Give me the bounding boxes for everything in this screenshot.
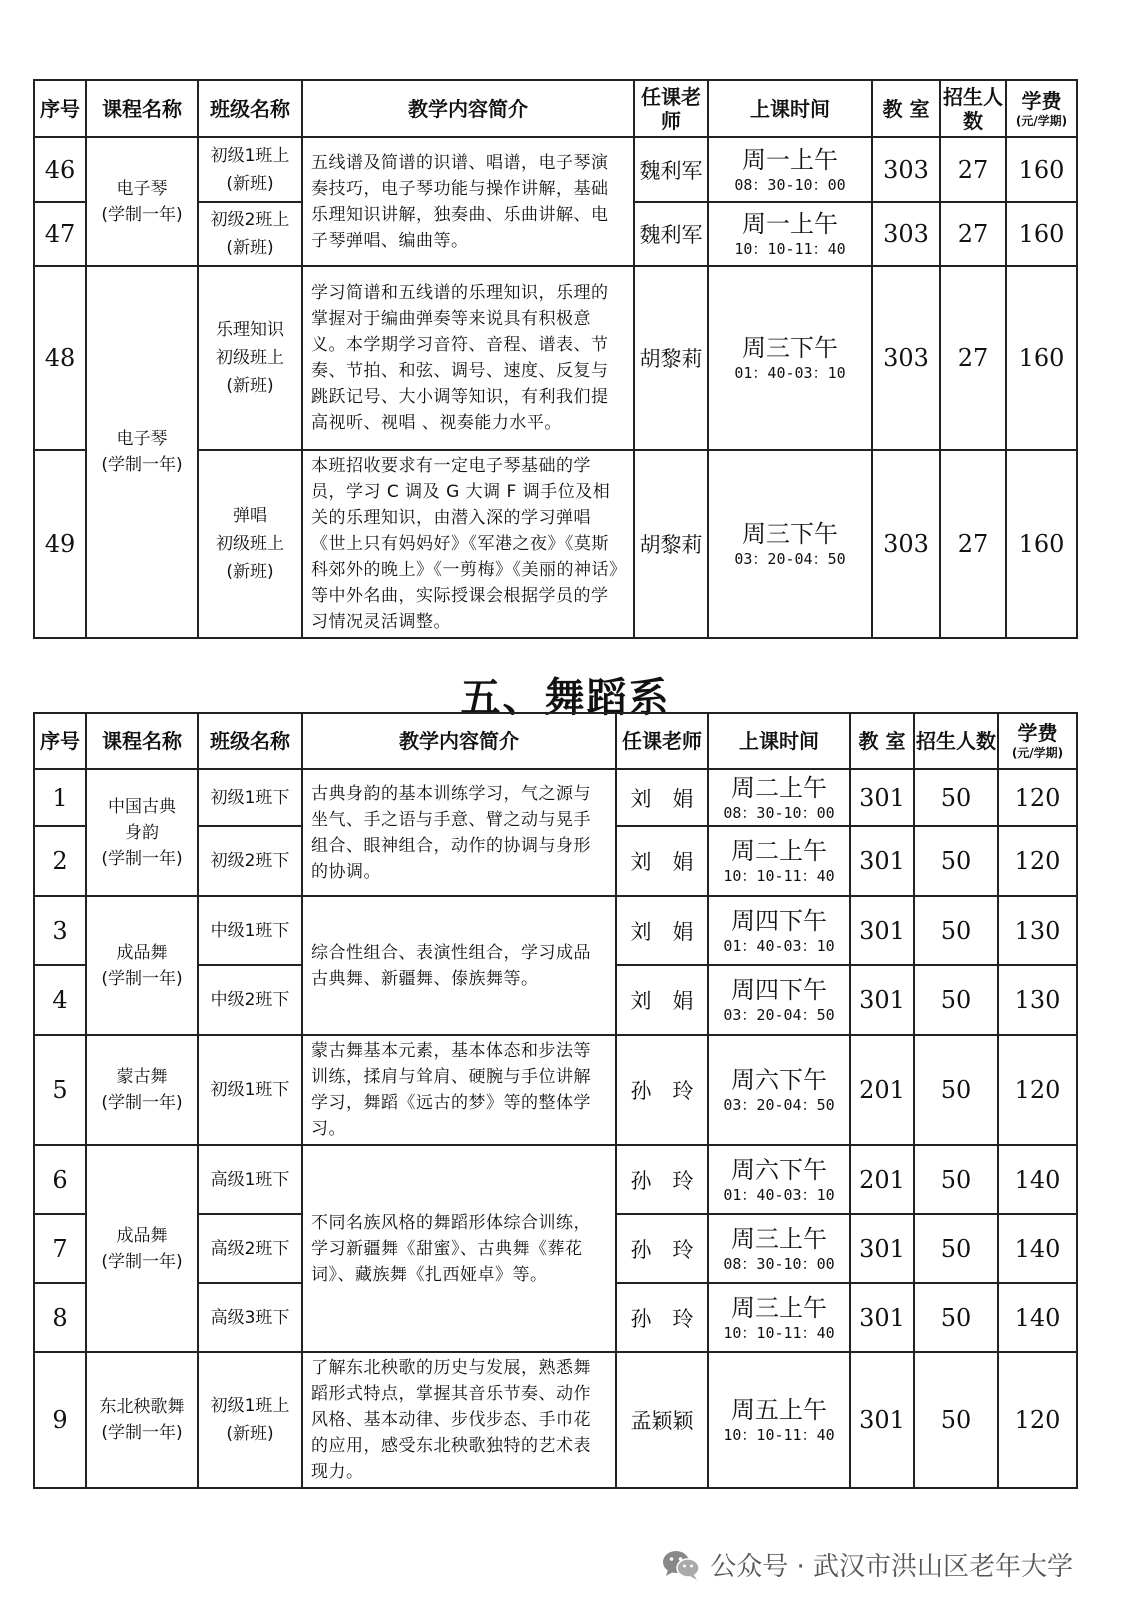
- header-fee-label: 学费: [1017, 721, 1058, 745]
- row-seq: 46: [34, 137, 86, 202]
- row-seq: 3: [34, 896, 86, 965]
- row-class: 高级1班下: [198, 1145, 302, 1214]
- row-enroll: 50: [914, 896, 998, 965]
- row-class: 中级2班下: [198, 965, 302, 1035]
- row-class: 高级3班下: [198, 1283, 302, 1352]
- row-seq: 49: [34, 450, 86, 638]
- row-day: 周四下午: [731, 976, 827, 1004]
- row-enroll: 50: [914, 826, 998, 896]
- row-time: [708, 1145, 850, 1214]
- row-day: 周五上午: [731, 1396, 827, 1424]
- header-course: 课程名称: [86, 713, 198, 769]
- row-teacher: 孙 玲: [616, 1214, 708, 1283]
- row-day: 周三下午: [742, 520, 838, 548]
- row-clock: 01：40-03：10: [734, 364, 846, 382]
- row-time: [708, 1352, 850, 1488]
- header-enroll: 招生人数: [914, 713, 998, 769]
- row-clock: 08：30-10：00: [723, 803, 835, 822]
- row-room: 301: [850, 769, 914, 826]
- row-room: 301: [850, 1214, 914, 1283]
- table-header-row: [34, 713, 1077, 769]
- row-time: [708, 266, 872, 450]
- row-room: 301: [850, 826, 914, 896]
- row-content: 综合性组合、表演性组合，学习成品古典舞、新疆舞、傣族舞等。: [302, 896, 616, 1035]
- row-day: 周四下午: [731, 906, 827, 935]
- row-content: 本班招收要求有一定电子琴基础的学员，学习 C 调及 G 大调 F 调手位及相关的乐理知识，由潜入深的学习弹唱《世上只有妈妈好》《军港之夜》《莫斯科郊外的晚上》《一剪梅》《美丽的神话》等中外名曲，实际授课会根据学员的学习情况灵活调整。: [302, 450, 634, 638]
- header-teacher: 任课老师: [634, 80, 708, 137]
- row-fee: 140: [998, 1283, 1077, 1352]
- row-enroll: 27: [940, 450, 1006, 638]
- row-content: 学习简谱和五线谱的乐理知识，乐理的掌握对于编曲弹奏等来说具有积极意义。本学期学习音符、音程、谱表、节奏、节拍、和弦、调号、速度、反复与跳跃记号、大小调等知识，有利我们提高视听、视唱 、视奏能力水平。: [302, 266, 634, 450]
- row-enroll: 50: [914, 1283, 998, 1352]
- row-time: [708, 1283, 850, 1352]
- row-time: [708, 450, 872, 638]
- row-teacher: 魏利军: [634, 137, 708, 202]
- table-row: [34, 1035, 1077, 1145]
- row-time: [708, 896, 850, 965]
- row-day: 周二上午: [731, 837, 827, 865]
- row-room: 303: [872, 266, 940, 450]
- row-seq: 5: [34, 1035, 86, 1145]
- row-class: 初级1班上 (新班): [198, 1352, 302, 1488]
- row-fee: 160: [1006, 450, 1077, 638]
- row-teacher: 刘 娟: [616, 769, 708, 826]
- row-clock: 03：20-04：50: [723, 1096, 835, 1114]
- row-teacher: 刘 娟: [616, 826, 708, 896]
- row-room: 301: [850, 1283, 914, 1352]
- row-room: 301: [850, 965, 914, 1035]
- row-seq: 1: [34, 769, 86, 826]
- header-content: 教学内容简介: [302, 80, 634, 137]
- header-content: 教学内容简介: [302, 713, 616, 769]
- row-fee: 160: [1006, 266, 1077, 450]
- row-course: 电子琴 (学制一年): [86, 137, 198, 266]
- course-table-music: [33, 79, 1078, 639]
- header-teacher: 任课老师: [616, 713, 708, 769]
- row-clock: 01：40-03：10: [723, 936, 835, 955]
- row-class: 中级1班下: [198, 896, 302, 965]
- row-seq: 2: [34, 826, 86, 896]
- row-seq: 9: [34, 1352, 86, 1488]
- row-teacher: 魏利军: [634, 202, 708, 266]
- table-row: [34, 896, 1077, 965]
- wechat-icon: [662, 1549, 700, 1581]
- row-class: 乐理知识 初级班上 (新班): [198, 266, 302, 450]
- row-day: 周一上午: [742, 210, 838, 238]
- row-class: 初级1班上 (新班): [198, 137, 302, 202]
- row-room: 301: [850, 896, 914, 965]
- table-header-row: [34, 80, 1077, 137]
- row-class: 初级1班下: [198, 1035, 302, 1145]
- row-course: 东北秧歌舞 (学制一年): [86, 1352, 198, 1488]
- row-teacher: 孙 玲: [616, 1145, 708, 1214]
- row-day: 周六下午: [731, 1155, 827, 1184]
- row-content: 古典身韵的基本训练学习，气之源与坐气、手之语与手意、臂之动与晃手组合、眼神组合，动作的协调与身形的协调。: [302, 769, 616, 896]
- row-course: 成品舞 (学制一年): [86, 1145, 198, 1352]
- row-fee: 160: [1006, 202, 1077, 266]
- row-seq: 47: [34, 202, 86, 266]
- row-course: 成品舞 (学制一年): [86, 896, 198, 1035]
- header-fee-unit: (元/学期): [1015, 113, 1068, 128]
- row-content: 了解东北秧歌的历史与发展，熟悉舞蹈形式特点，掌握其音乐节奏、动作风格、基本动律、步伐步态、手巾花的应用，感受东北秧歌独特的艺术表现力。: [302, 1352, 616, 1488]
- header-seq: 序号: [34, 80, 86, 137]
- row-course: 电子琴 (学制一年): [86, 266, 198, 638]
- row-class: 高级2班下: [198, 1214, 302, 1283]
- row-time: [708, 1214, 850, 1283]
- row-teacher: 胡黎莉: [634, 266, 708, 450]
- row-enroll: 27: [940, 266, 1006, 450]
- row-room: 303: [872, 450, 940, 638]
- row-room: 303: [872, 137, 940, 202]
- row-seq: 4: [34, 965, 86, 1035]
- row-enroll: 50: [914, 1352, 998, 1488]
- row-fee: 160: [1006, 137, 1077, 202]
- row-day: 周二上午: [731, 773, 827, 802]
- header-seq: 序号: [34, 713, 86, 769]
- header-fee: [1006, 80, 1077, 137]
- row-day: 周三上午: [731, 1224, 827, 1253]
- row-class: 初级2班下: [198, 826, 302, 896]
- header-class: 班级名称: [198, 80, 302, 137]
- header-room: 教 室: [850, 713, 914, 769]
- row-fee: 130: [998, 965, 1077, 1035]
- row-time: [708, 137, 872, 202]
- row-seq: 48: [34, 266, 86, 450]
- row-enroll: 27: [940, 202, 1006, 266]
- section-title: 五、舞蹈系: [460, 674, 671, 721]
- row-course: 中国古典 身韵 (学制一年): [86, 769, 198, 896]
- row-clock: 10：10-11：40: [723, 867, 835, 885]
- row-clock: 10：10-11：40: [723, 1426, 835, 1444]
- row-course: 蒙古舞 (学制一年): [86, 1035, 198, 1145]
- row-enroll: 27: [940, 137, 1006, 202]
- row-content: 蒙古舞基本元素，基本体态和步法等训练，揉肩与耸肩、硬腕与手位讲解学习，舞蹈《远古的梦》等的整体学习。: [302, 1035, 616, 1145]
- row-seq: 6: [34, 1145, 86, 1214]
- row-seq: 7: [34, 1214, 86, 1283]
- row-time: [708, 965, 850, 1035]
- table-row: [34, 137, 1077, 202]
- row-teacher: 刘 娟: [616, 896, 708, 965]
- row-teacher: 孟颖颖: [616, 1352, 708, 1488]
- row-enroll: 50: [914, 1214, 998, 1283]
- header-time: 上课时间: [708, 80, 872, 137]
- row-teacher: 孙 玲: [616, 1035, 708, 1145]
- table-row: [34, 1352, 1077, 1488]
- row-day: 周三上午: [731, 1293, 827, 1322]
- row-teacher: 孙 玲: [616, 1283, 708, 1352]
- row-time: [708, 202, 872, 266]
- row-room: 201: [850, 1035, 914, 1145]
- header-fee: [998, 713, 1077, 769]
- header-fee-label: 学费: [1021, 88, 1062, 113]
- row-time: [708, 1035, 850, 1145]
- header-class: 班级名称: [198, 713, 302, 769]
- row-teacher: 刘 娟: [616, 965, 708, 1035]
- row-day: 周一上午: [742, 145, 838, 174]
- header-time: 上课时间: [708, 713, 850, 769]
- row-clock: 03：20-04：50: [734, 550, 846, 568]
- row-fee: 120: [998, 1352, 1077, 1488]
- watermark-text: 公众号 · 武汉市洪山区老年大学: [710, 1552, 1073, 1582]
- row-clock: 08：30-10：00: [734, 175, 846, 194]
- row-clock: 03：20-04：50: [723, 1006, 835, 1024]
- row-fee: 140: [998, 1145, 1077, 1214]
- row-time: [708, 769, 850, 826]
- row-clock: 10：10-11：40: [734, 240, 846, 258]
- row-class: 初级2班上 (新班): [198, 202, 302, 266]
- table-row: [34, 266, 1077, 450]
- course-table-dance: [33, 712, 1078, 1489]
- row-teacher: 胡黎莉: [634, 450, 708, 638]
- row-fee: 130: [998, 896, 1077, 965]
- row-clock: 01：40-03：10: [723, 1185, 835, 1204]
- row-day: 周六下午: [731, 1066, 827, 1094]
- row-time: [708, 826, 850, 896]
- row-fee: 140: [998, 1214, 1077, 1283]
- row-enroll: 50: [914, 1035, 998, 1145]
- row-enroll: 50: [914, 965, 998, 1035]
- row-fee: 120: [998, 769, 1077, 826]
- row-enroll: 50: [914, 769, 998, 826]
- row-room: 201: [850, 1145, 914, 1214]
- header-room: 教 室: [872, 80, 940, 137]
- row-clock: 10：10-11：40: [723, 1323, 835, 1342]
- row-class: 弹唱 初级班上 (新班): [198, 450, 302, 638]
- header-fee-unit: (元/学期): [1011, 746, 1064, 760]
- row-day: 周三下午: [742, 334, 838, 362]
- row-clock: 08：30-10：00: [723, 1254, 835, 1273]
- table-row: [34, 769, 1077, 826]
- row-room: 303: [872, 202, 940, 266]
- watermark: [662, 1546, 1073, 1583]
- row-enroll: 50: [914, 1145, 998, 1214]
- row-class: 初级1班下: [198, 769, 302, 826]
- row-seq: 8: [34, 1283, 86, 1352]
- row-fee: 120: [998, 1035, 1077, 1145]
- table-row: [34, 1145, 1077, 1214]
- row-fee: 120: [998, 826, 1077, 896]
- header-enroll: 招生人数: [940, 80, 1006, 137]
- row-room: 301: [850, 1352, 914, 1488]
- row-content: 不同名族风格的舞蹈形体综合训练，学习新疆舞《甜蜜》、古典舞《葬花词》、藏族舞《扎西娅卓》等。: [302, 1145, 616, 1352]
- header-course: 课程名称: [86, 80, 198, 137]
- row-content: 五线谱及简谱的识谱、唱谱，电子琴演奏技巧，电子琴功能与操作讲解，基础乐理知识讲解，独奏曲、乐曲讲解、电子琴弹唱、编曲等。: [302, 137, 634, 266]
